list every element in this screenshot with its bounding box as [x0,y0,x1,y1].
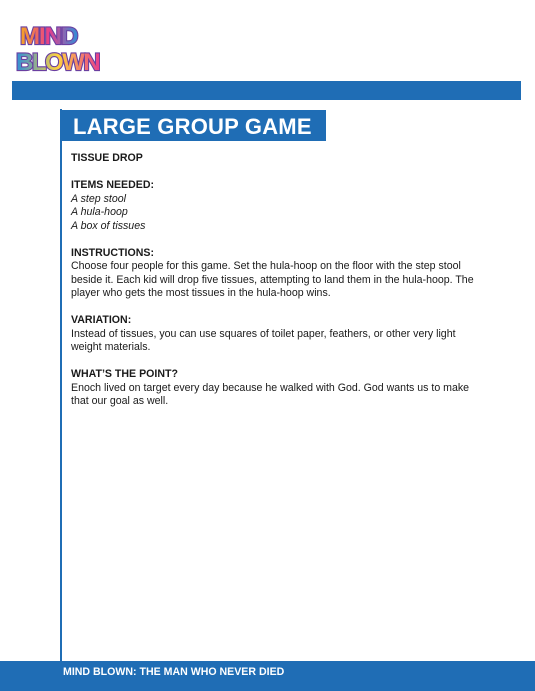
logo-line-mind: MIND [20,23,78,50]
instructions-heading: INSTRUCTIONS: [71,246,154,259]
header-bar [12,81,521,100]
list-item: A box of tissues [71,219,146,232]
point-heading: WHAT’S THE POINT? [71,368,178,380]
instructions-line: player who gets the most tissues in the hula-hoop wins. [71,287,331,299]
items-heading: ITEMS NEEDED: [71,179,154,191]
page-title: LARGE GROUP GAME [73,114,312,139]
logo-line-blown: BLOWN [16,49,100,76]
variation-line: weight materials. [71,341,151,353]
game-name: TISSUE DROP [71,152,143,164]
title-banner [62,110,326,141]
list-item: A step stool [71,192,126,205]
point-line: that our goal as well. [71,395,169,407]
footer-bar [0,661,535,691]
instructions-line: Choose four people for this game. Set the hula-hoop on the floor with the step stool [71,260,461,272]
left-rule [60,109,62,661]
variation-line: Instead of tissues, you can use squares of toilet paper, feathers, or other very light [71,327,456,340]
instructions-line: beside it. Each kid will drop five tissues, attempting to land them in the hula-hoop. The [71,273,474,286]
mind-blown-logo [14,14,100,78]
list-item: A hula-hoop [71,206,128,218]
variation-heading: VARIATION: [71,314,132,326]
point-line: Enoch lived on target every day because he walked with God. God wants us to make [71,381,470,394]
footer-title: MIND BLOWN: THE MAN WHO NEVER DIED [63,666,285,678]
game-content [71,152,511,409]
